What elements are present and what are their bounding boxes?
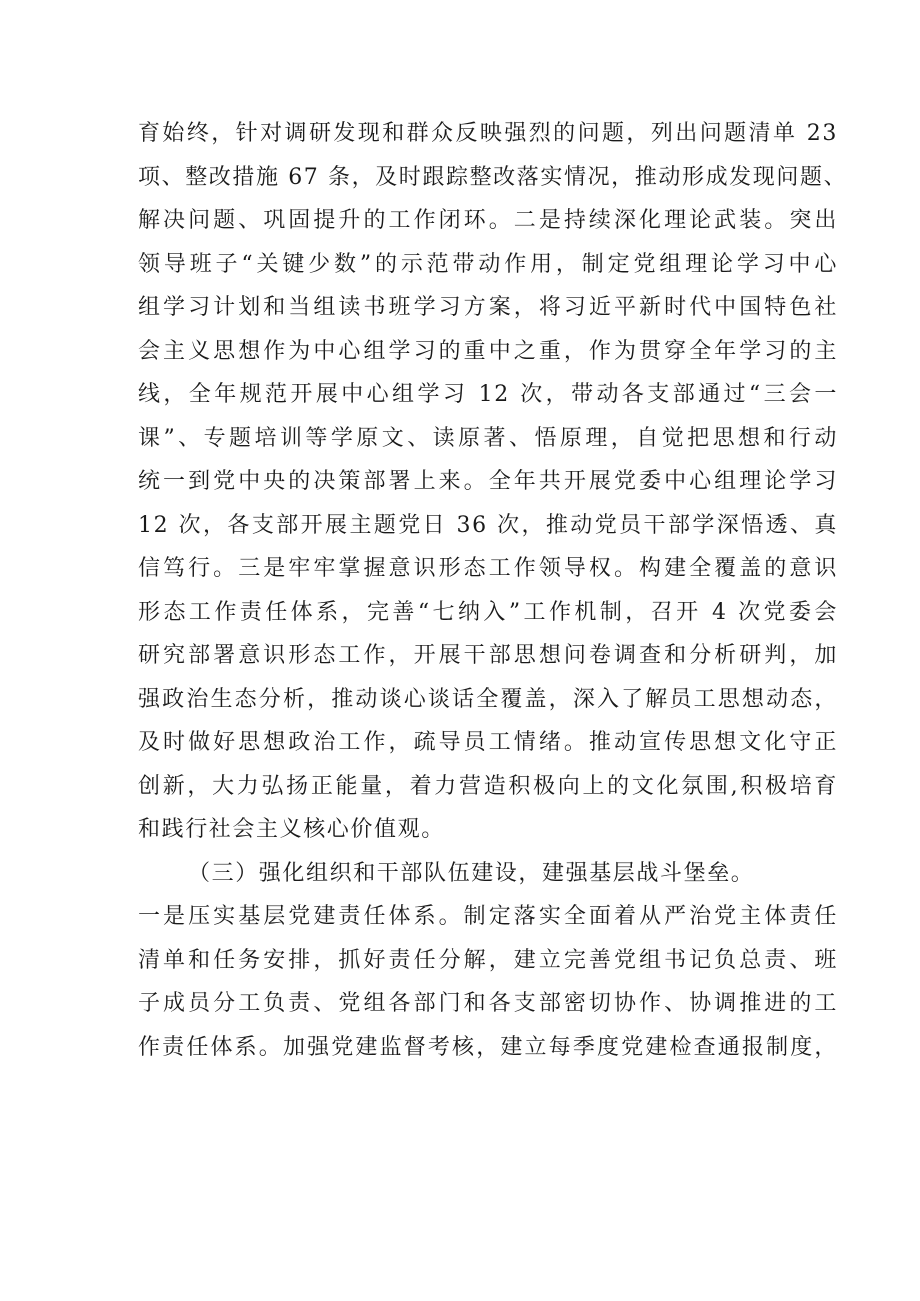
text-line: 清单和任务安排，抓好责任分解，建立完善党组书记负总责、班 <box>138 947 838 973</box>
section-heading: （三）强化组织和干部队伍建设，建强基层战斗堡垒。 <box>188 860 755 886</box>
text-line: 形态工作责任体系，完善“七纳入”工作机制，召开 4 次党委会 <box>138 599 838 625</box>
text-line: 组学习计划和当组读书班学习方案，将习近平新时代中国特色社 <box>138 295 838 320</box>
text-line: 子成员分工负责、党组各部门和各支部密切协作、协调推进的工 <box>138 991 838 1016</box>
text-line: 及时做好思想政治工作，疏导员工情绪。推动宣传思想文化守正 <box>138 730 838 755</box>
text-line: 项、整改措施 67 条，及时跟踪整改落实情况，推动形成发现问题、 <box>138 164 848 190</box>
text-line: 一是压实基层党建责任体系。制定落实全面着从严治党主体责任 <box>138 904 838 929</box>
text-line: 课”、专题培训等学原文、读原著、悟原理，自觉把思想和行动 <box>138 425 838 451</box>
text-line: 12 次，各支部开展主题党日 36 次，推动党员干部学深悟透、真 <box>138 512 838 538</box>
text-line: 解决问题、巩固提升的工作闭环。二是持续深化理论武装。突出 <box>138 208 838 233</box>
text-line: 会主义思想作为中心组学习的重中之重，作为贯穿全年学习的主 <box>138 338 838 364</box>
text-line: 育始终，针对调研发现和群众反映强烈的问题，列出问题清单 23 <box>138 121 838 146</box>
text-line: 领导班子“关键少数”的示范带动作用，制定党组理论学习中心 <box>138 251 838 277</box>
body-text <box>138 112 848 1069</box>
paragraph-end-line: 和践行社会主义核心价值观。 <box>138 817 445 842</box>
text-line: 线，全年规范开展中心组学习 12 次，带动各支部通过“三会一 <box>138 382 838 407</box>
text-line: 强政治生态分析，推动谈心谈话全覆盖，深入了解员工思想动态， <box>138 686 838 712</box>
text-line: 研究部署意识形态工作，开展干部思想问卷调查和分析研判，加 <box>138 643 838 668</box>
text-line: 信笃行。三是牢牢掌握意识形态工作领导权。构建全覆盖的意识 <box>138 556 838 581</box>
text-line: 创新，大力弘扬正能量，着力营造积极向上的文化氛围,积极培育 <box>138 773 838 799</box>
text-line: 作责任体系。加强党建监督考核，建立每季度党建检查通报制度， <box>138 1034 838 1060</box>
text-line: 统一到党中央的决策部署上来。全年共开展党委中心组理论学习 <box>138 469 838 494</box>
